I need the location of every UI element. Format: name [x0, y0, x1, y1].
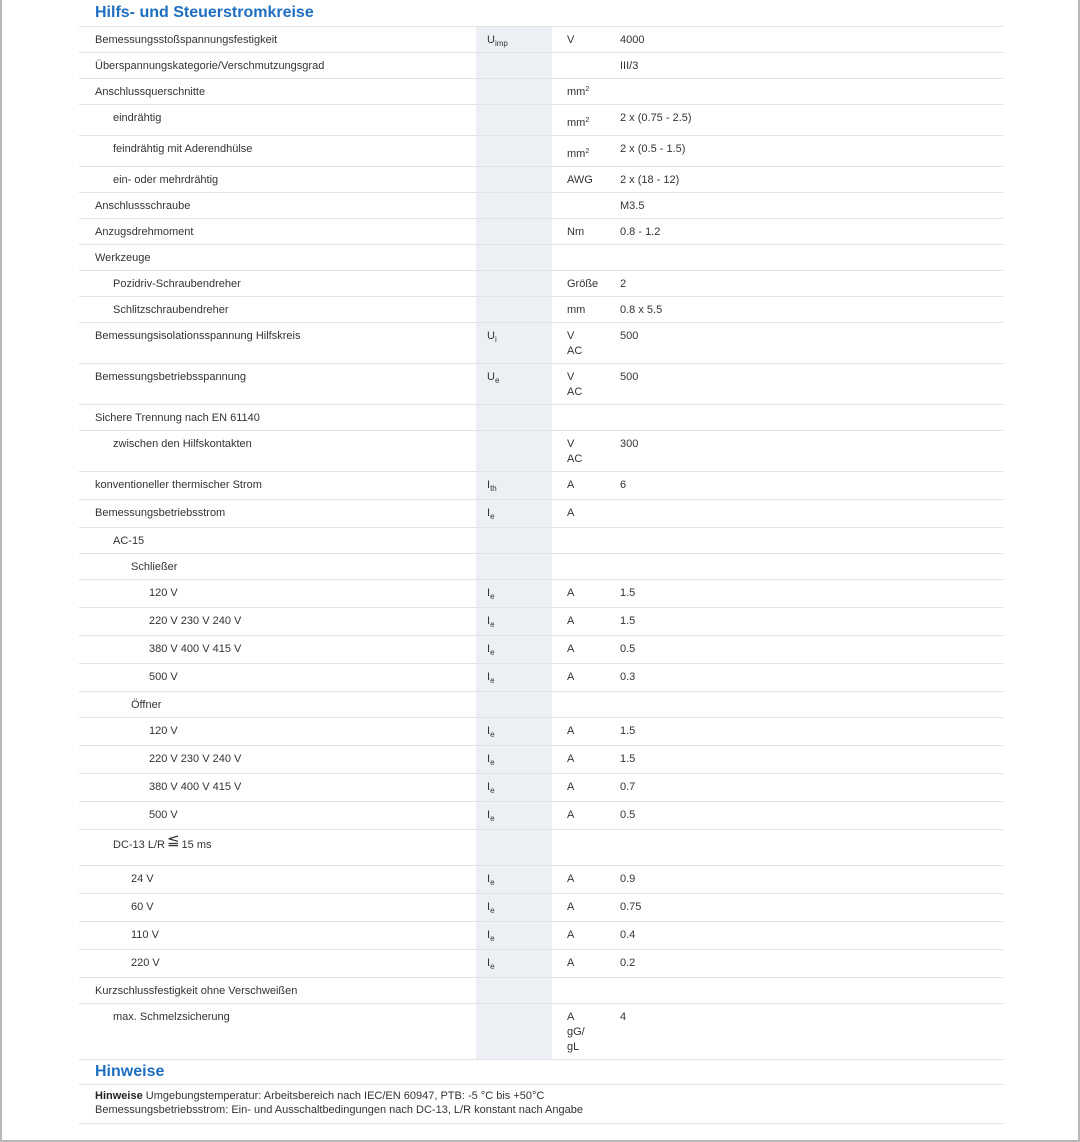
symbol-main: I [487, 507, 491, 519]
row-unit [552, 978, 604, 1004]
row-symbol [476, 922, 552, 950]
table-row [79, 27, 1003, 53]
row-label [79, 636, 476, 664]
row-symbol [476, 746, 552, 774]
row-unit [552, 950, 604, 978]
row-value: 0.5 [604, 636, 1003, 664]
row-label [79, 1004, 476, 1060]
row-symbol [476, 405, 552, 431]
row-symbol [476, 364, 552, 405]
table-row [79, 472, 1003, 500]
table-row [79, 746, 1003, 774]
symbol-main: I [487, 901, 491, 913]
unit-text: A [567, 507, 575, 519]
row-value: 0.7 [604, 774, 1003, 802]
table-row [79, 774, 1003, 802]
row-label-text: Schlitzschraubendreher [113, 304, 229, 316]
row-value: 2 x (0.75 - 2.5) [604, 105, 1003, 136]
row-unit [552, 245, 604, 271]
unit-line: AC [567, 345, 583, 357]
row-symbol [476, 219, 552, 245]
row-label-text: Bemessungsstoßspannungsfestigkeit [95, 34, 278, 46]
row-unit [552, 528, 604, 554]
row-value: 500 [604, 323, 1003, 364]
unit-line: AC [567, 453, 583, 465]
row-label [79, 297, 476, 323]
row-label-suffix: 15 ms [181, 839, 212, 851]
row-label-text: Sichere Trennung nach EN 61140 [95, 412, 260, 424]
symbol-main: I [487, 781, 491, 793]
row-symbol [476, 950, 552, 978]
row-label [79, 431, 476, 472]
notes-line-1 [95, 1089, 987, 1103]
table-row [79, 136, 1003, 167]
table-row [79, 271, 1003, 297]
unit-text: A [567, 643, 575, 655]
row-unit [552, 554, 604, 580]
unit-line: gG/ [567, 1026, 585, 1038]
row-unit [552, 692, 604, 718]
row-symbol [476, 718, 552, 746]
row-symbol [476, 978, 552, 1004]
table-row [79, 245, 1003, 271]
row-value: 2 x (18 - 12) [604, 167, 1003, 193]
row-value: 2 x (0.5 - 1.5) [604, 136, 1003, 167]
row-symbol [476, 608, 552, 636]
row-symbol [476, 431, 552, 472]
row-label [79, 27, 476, 53]
row-value: 0.8 x 5.5 [604, 297, 1003, 323]
row-value: 1.5 [604, 608, 1003, 636]
row-unit [552, 193, 604, 219]
unit-text: A [567, 929, 575, 941]
symbol-main: I [487, 753, 491, 765]
row-unit [552, 271, 604, 297]
row-label [79, 193, 476, 219]
row-label [79, 79, 476, 105]
row-value: 300 [604, 431, 1003, 472]
table-row [79, 364, 1003, 405]
row-label-text: ein- oder mehrdrähtig [113, 174, 219, 186]
row-unit [552, 219, 604, 245]
row-label [79, 692, 476, 718]
row-symbol [476, 79, 552, 105]
row-unit [552, 472, 604, 500]
symbol-main: I [487, 643, 491, 655]
unit-text: A [567, 479, 575, 491]
row-symbol [476, 323, 552, 364]
row-label [79, 830, 476, 866]
row-unit [552, 323, 604, 364]
table-row [79, 554, 1003, 580]
row-label-text: Bemessungsbetriebsspannung [95, 371, 247, 383]
row-value: 4 [604, 1004, 1003, 1060]
symbol-subscript: e [490, 786, 495, 795]
row-value [604, 79, 1003, 105]
table-row [79, 608, 1003, 636]
table-row [79, 636, 1003, 664]
row-unit [552, 27, 604, 53]
row-symbol [476, 500, 552, 528]
row-symbol [476, 167, 552, 193]
row-unit [552, 746, 604, 774]
row-symbol [476, 692, 552, 718]
unit-superscript: 2 [585, 148, 590, 155]
table-row [79, 580, 1003, 608]
symbol-subscript: e [490, 676, 495, 685]
row-label-text: konventioneller thermischer Strom [95, 479, 262, 491]
row-value [604, 528, 1003, 554]
row-value: 500 [604, 364, 1003, 405]
row-symbol [476, 245, 552, 271]
row-label [79, 271, 476, 297]
unit-superscript: 2 [585, 117, 590, 124]
notes-line-2: Bemessungsbetriebsstrom: Ein- und Ausschaltbedingungen nach DC-13, L/R konstant nach Angabe [95, 1104, 583, 1116]
row-label-text: 380 V 400 V 415 V [149, 643, 242, 655]
row-label-text: Anschlussschraube [95, 200, 191, 212]
symbol-subscript: e [490, 730, 495, 739]
row-label-text: Anschlussquerschnitte [95, 86, 206, 98]
row-symbol [476, 554, 552, 580]
row-value: 2 [604, 271, 1003, 297]
table-row [79, 297, 1003, 323]
unit-line: gL [567, 1041, 580, 1053]
unit-text: A [567, 671, 575, 683]
row-label-text: DC-13 L/R [113, 839, 165, 851]
row-unit [552, 297, 604, 323]
row-value: 1.5 [604, 746, 1003, 774]
row-value: 0.4 [604, 922, 1003, 950]
row-value [604, 554, 1003, 580]
row-unit [552, 922, 604, 950]
row-value [604, 245, 1003, 271]
row-value: 0.8 - 1.2 [604, 219, 1003, 245]
row-label [79, 167, 476, 193]
row-value: 0.75 [604, 894, 1003, 922]
symbol-main: U [487, 330, 495, 342]
row-unit [552, 608, 604, 636]
row-label [79, 894, 476, 922]
row-label [79, 554, 476, 580]
table-row [79, 718, 1003, 746]
symbol-subscript: e [490, 758, 495, 767]
row-label [79, 136, 476, 167]
row-label-text: zwischen den Hilfskontakten [113, 438, 252, 450]
table-row [79, 978, 1003, 1004]
symbol-subscript: e [490, 934, 495, 943]
row-value: 6 [604, 472, 1003, 500]
row-symbol [476, 27, 552, 53]
row-value: 0.5 [604, 802, 1003, 830]
page-frame-left [0, 0, 2, 1142]
row-label [79, 245, 476, 271]
unit-text: AWG [567, 174, 593, 186]
row-label-text: feindrähtig mit Aderendhülse [113, 143, 253, 155]
symbol-subscript: e [490, 814, 495, 823]
symbol-main: I [487, 615, 491, 627]
table-row [79, 167, 1003, 193]
row-label [79, 580, 476, 608]
row-value [604, 692, 1003, 718]
row-label [79, 405, 476, 431]
row-value [604, 830, 1003, 866]
row-symbol [476, 894, 552, 922]
row-unit [552, 105, 604, 136]
row-symbol [476, 866, 552, 894]
symbol-subscript: th [490, 484, 497, 493]
row-unit [552, 136, 604, 167]
row-label-text: 60 V [131, 901, 154, 913]
symbol-main: I [487, 929, 491, 941]
symbol-main: I [487, 809, 491, 821]
symbol-main: I [487, 957, 491, 969]
notes-box [79, 1084, 1003, 1124]
table-row [79, 664, 1003, 692]
row-symbol [476, 472, 552, 500]
row-label-text: Kurzschlussfestigkeit ohne Verschweißen [95, 985, 298, 997]
unit-text: mm [567, 86, 586, 98]
row-symbol [476, 830, 552, 866]
row-value: 0.3 [604, 664, 1003, 692]
row-unit [552, 718, 604, 746]
row-label-text: 500 V [149, 671, 178, 683]
unit-text: V [567, 34, 575, 46]
row-symbol [476, 664, 552, 692]
row-unit [552, 830, 604, 866]
symbol-main: I [487, 479, 491, 491]
unit-text: A [567, 1011, 575, 1023]
unit-text: A [567, 615, 575, 627]
row-unit [552, 79, 604, 105]
unit-text: Nm [567, 226, 585, 238]
row-symbol [476, 136, 552, 167]
row-label [79, 323, 476, 364]
table-row [79, 692, 1003, 718]
unit-text: mm [567, 148, 586, 160]
unit-text: A [567, 957, 575, 969]
unit-text: Größe [567, 278, 599, 290]
table-row [79, 219, 1003, 245]
row-symbol [476, 1004, 552, 1060]
row-label [79, 746, 476, 774]
row-unit [552, 405, 604, 431]
row-unit [552, 802, 604, 830]
unit-superscript: 2 [585, 86, 590, 93]
row-label-text: 220 V 230 V 240 V [149, 615, 242, 627]
unit-text: A [567, 781, 575, 793]
row-unit [552, 167, 604, 193]
row-label-text: 220 V 230 V 240 V [149, 753, 242, 765]
row-label [79, 53, 476, 79]
row-label [79, 802, 476, 830]
row-symbol [476, 193, 552, 219]
unit-text: A [567, 901, 575, 913]
spec-table-body [79, 27, 1003, 1060]
row-symbol [476, 802, 552, 830]
row-unit [552, 774, 604, 802]
row-label-text: 110 V [131, 929, 159, 941]
row-label-text: 120 V [149, 587, 178, 599]
row-label-text: 24 V [131, 873, 154, 885]
row-value: 0.2 [604, 950, 1003, 978]
row-label [79, 472, 476, 500]
row-unit [552, 580, 604, 608]
symbol-subscript: i [494, 335, 497, 344]
row-unit [552, 431, 604, 472]
row-value: 1.5 [604, 580, 1003, 608]
table-row [79, 431, 1003, 472]
unit-text: A [567, 753, 575, 765]
unit-text: V [567, 330, 575, 342]
row-symbol [476, 297, 552, 323]
table-row [79, 894, 1003, 922]
symbol-subscript: e [490, 962, 495, 971]
symbol-main: I [487, 873, 491, 885]
row-label-text: Werkzeuge [95, 252, 151, 264]
row-unit [552, 1004, 604, 1060]
table-row [79, 830, 1003, 866]
symbol-subscript: e [490, 592, 495, 601]
row-unit [552, 636, 604, 664]
symbol-main: I [487, 671, 491, 683]
notes-title: Hinweise [95, 1063, 165, 1080]
table-row [79, 500, 1003, 528]
symbol-main: I [487, 587, 491, 599]
unit-text: A [567, 587, 575, 599]
row-symbol [476, 528, 552, 554]
row-label-text: Schließer [131, 561, 178, 573]
unit-text: mm [567, 117, 586, 129]
unit-text: A [567, 873, 575, 885]
row-label [79, 866, 476, 894]
table-row [79, 79, 1003, 105]
row-value: 0.9 [604, 866, 1003, 894]
table-row [79, 866, 1003, 894]
row-label-text: 500 V [149, 809, 178, 821]
row-label-text: Bemessungsbetriebsstrom [95, 507, 226, 519]
row-label [79, 978, 476, 1004]
table-row [79, 802, 1003, 830]
unit-text: A [567, 809, 575, 821]
symbol-main: U [487, 371, 495, 383]
row-label-text: Öffner [131, 699, 162, 711]
table-row [79, 105, 1003, 136]
row-value: 4000 [604, 27, 1003, 53]
row-label-text: Anzugsdrehmoment [95, 226, 194, 238]
row-label-text: AC-15 [113, 535, 145, 547]
symbol-main: I [487, 725, 491, 737]
symbol-subscript: e [490, 878, 495, 887]
row-label [79, 718, 476, 746]
symbol-subscript: e [494, 376, 500, 385]
symbol-subscript: e [490, 906, 495, 915]
row-value [604, 978, 1003, 1004]
row-value: M3.5 [604, 193, 1003, 219]
table-row [79, 193, 1003, 219]
row-unit [552, 866, 604, 894]
table-row [79, 922, 1003, 950]
row-label [79, 774, 476, 802]
unit-text: mm [567, 304, 586, 316]
table-row [79, 323, 1003, 364]
unit-text: V [567, 371, 575, 383]
row-label-text: max. Schmelzsicherung [113, 1011, 230, 1023]
row-symbol [476, 53, 552, 79]
table-row [79, 950, 1003, 978]
symbol-subscript: e [490, 512, 495, 521]
unit-text: V [567, 438, 575, 450]
row-label [79, 664, 476, 692]
row-symbol [476, 271, 552, 297]
table-row [79, 405, 1003, 431]
row-unit [552, 364, 604, 405]
row-label-text: 120 V [149, 725, 178, 737]
row-symbol [476, 774, 552, 802]
row-label-text: 220 V [131, 957, 160, 969]
row-value: 1.5 [604, 718, 1003, 746]
row-label [79, 500, 476, 528]
row-label [79, 105, 476, 136]
row-value: III/3 [604, 53, 1003, 79]
section-title: Hilfs- und Steuerstromkreise [95, 4, 314, 21]
table-row [79, 1004, 1003, 1060]
row-label [79, 364, 476, 405]
row-symbol [476, 636, 552, 664]
row-label-text: Bemessungsisolationsspannung Hilfskreis [95, 330, 301, 342]
row-unit [552, 894, 604, 922]
row-label [79, 608, 476, 636]
row-label-text: 380 V 400 V 415 V [149, 781, 242, 793]
row-symbol [476, 580, 552, 608]
symbol-subscript: imp [494, 39, 508, 48]
row-unit [552, 53, 604, 79]
row-label [79, 528, 476, 554]
symbol-subscript: e [490, 648, 495, 657]
row-label-text: eindrähtig [113, 112, 162, 124]
notes-line-1-text: Umgebungstemperatur: Arbeitsbereich nach IEC/EN 60947, PTB: -5 °C bis +50°C [142, 1090, 545, 1102]
row-unit [552, 664, 604, 692]
unit-line: AC [567, 386, 583, 398]
row-label [79, 922, 476, 950]
less-equal-symbol: ≦ [166, 832, 180, 849]
spec-table [79, 26, 1003, 1060]
table-row [79, 528, 1003, 554]
row-label [79, 219, 476, 245]
row-unit [552, 500, 604, 528]
row-label [79, 950, 476, 978]
row-value [604, 500, 1003, 528]
row-label-text: Überspannungskategorie/Verschmutzungsgrad [95, 60, 325, 72]
symbol-subscript: e [490, 620, 495, 629]
symbol-main: U [487, 34, 495, 46]
datasheet-content [79, 0, 1003, 1124]
notes-line-1-bold: Hinweise [95, 1090, 143, 1102]
row-value [604, 405, 1003, 431]
row-label-text: Pozidriv-Schraubendreher [113, 278, 241, 290]
row-symbol [476, 105, 552, 136]
table-row [79, 53, 1003, 79]
unit-text: A [567, 725, 575, 737]
